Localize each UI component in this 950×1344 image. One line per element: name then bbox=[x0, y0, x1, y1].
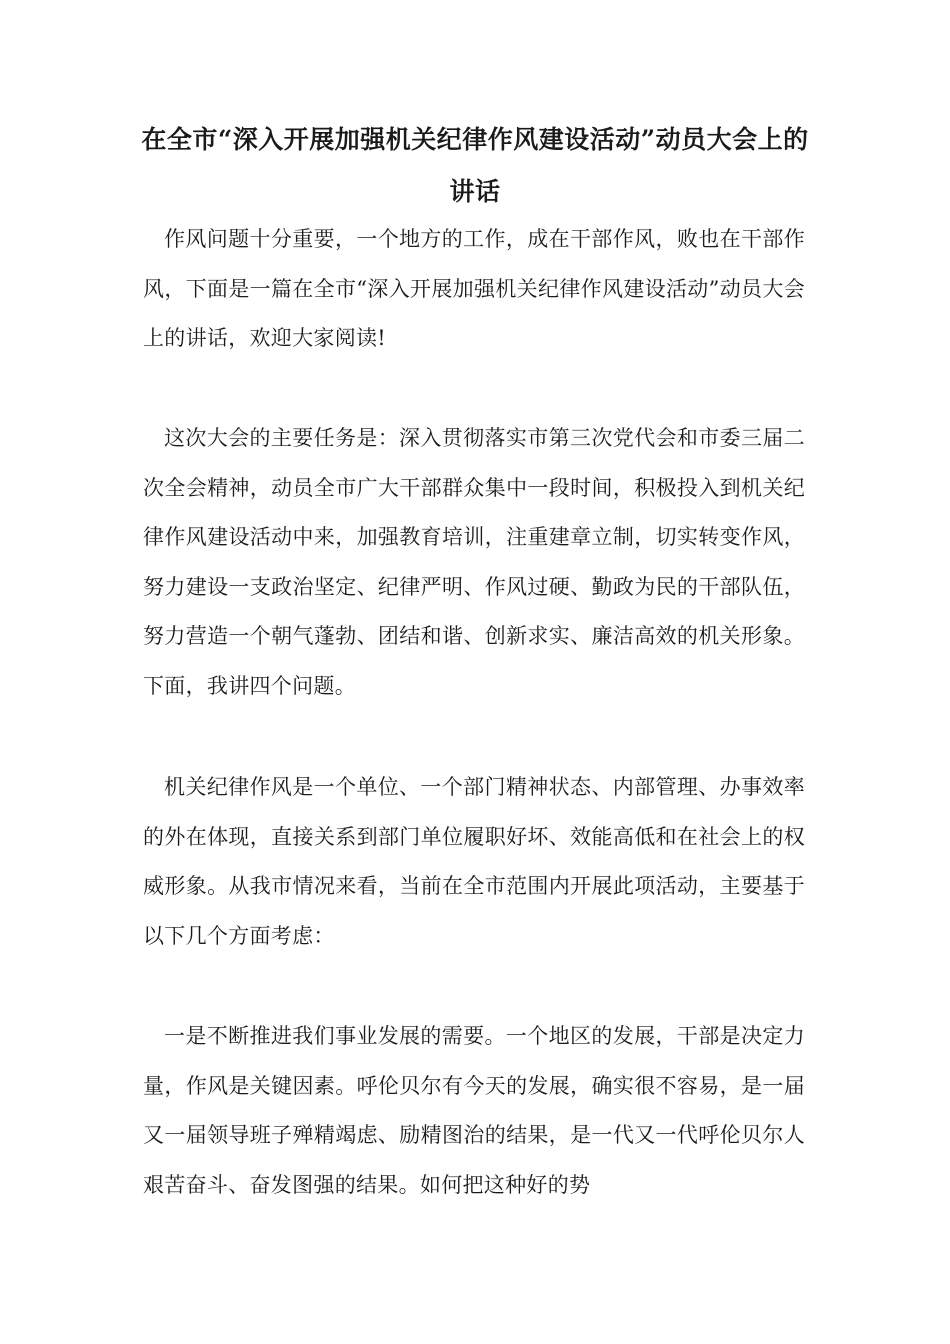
paragraph-main-task: 这次大会的主要任务是：深入贯彻落实市第三次党代会和市委三届二次全会精神，动员全市广大干部群众集中一段时间，积极投入到机关纪律作风建设活动中来，加强教育培训，注重建章立制，切实转变作风，努力建设一支政治坚定、纪律严明、作风过硬、勤政为民的干部队伍，努力营造一个朝气蓬勃、团结和谐、创新求实、廉洁高效的机关形象。下面，我讲四个问题。 bbox=[143, 426, 805, 698]
paragraph-point-one: 一是不断推进我们事业发展的需要。一个地区的发展，干部是决定力量，作风是关键因素。呼伦贝尔有今天的发展，确实很不容易，是一届又一届领导班子殚精竭虑、励精图治的结果，是一代又一代呼伦贝尔人艰苦奋斗、奋发图强的结果。如何把这种好的势 bbox=[143, 1024, 805, 1197]
paragraph-background: 机关纪律作风是一个单位、一个部门精神状态、内部管理、办事效率的外在体现，直接关系到部门单位履职好坏、效能高低和在社会上的权威形象。从我市情况来看，当前在全市范围内开展此项活动，主要基于以下几个方面考虑： bbox=[143, 775, 805, 948]
document-title: 在全市“深入开展加强机关纪律作风建设活动”动员大会上的讲话 bbox=[141, 125, 809, 206]
paragraph-intro: 作风问题十分重要，一个地方的工作，成在干部作风，败也在干部作风，下面是一篇在全市“深入开展加强机关纪律作风建设活动”动员大会上的讲话，欢迎大家阅读! bbox=[143, 227, 805, 351]
